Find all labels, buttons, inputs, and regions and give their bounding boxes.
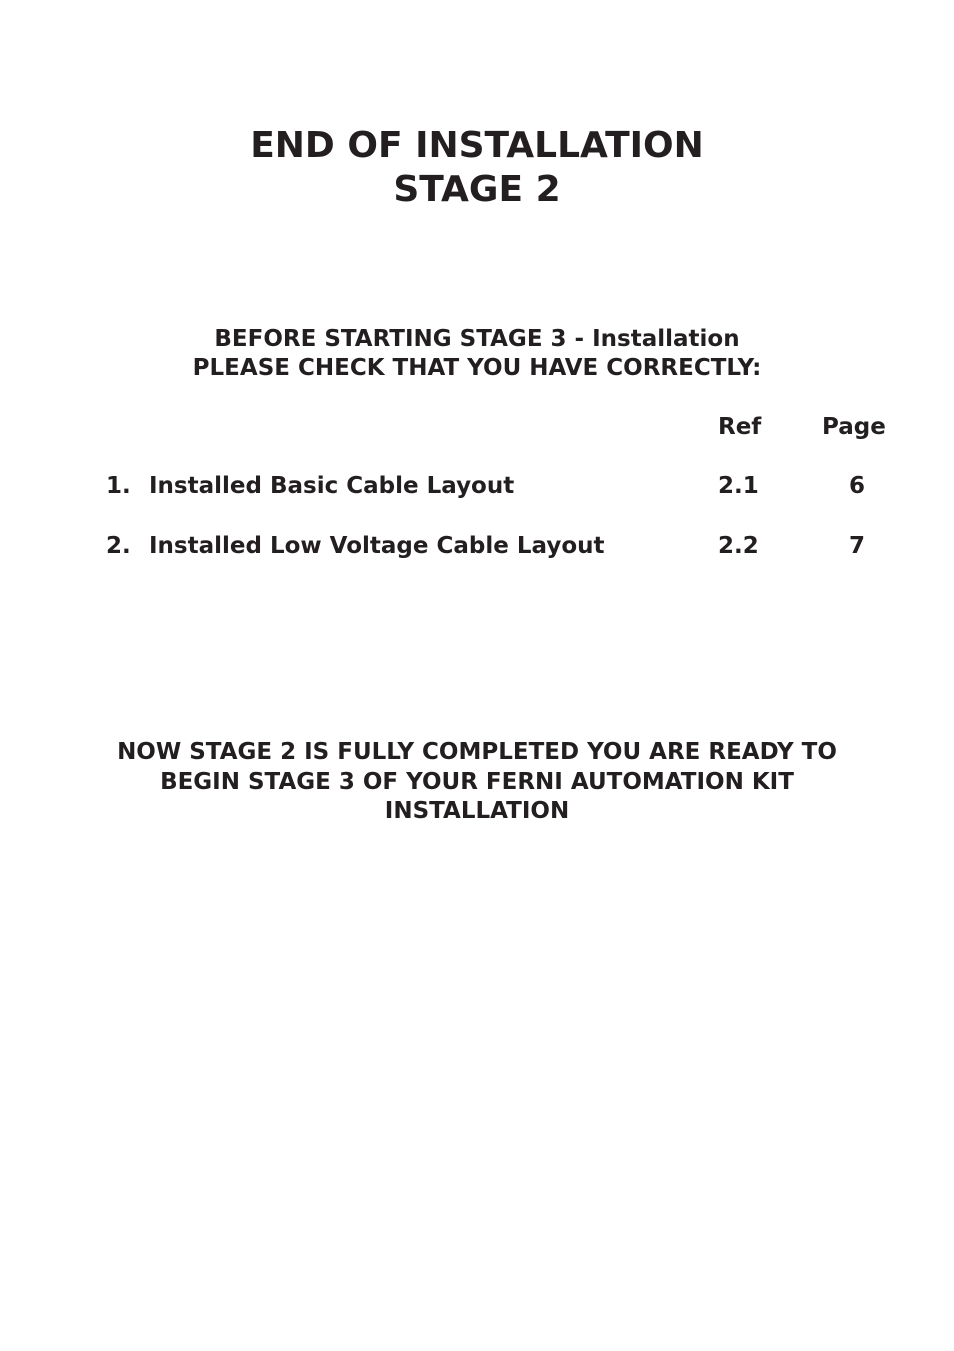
checklist-heading-line-2: PLEASE CHECK THAT YOU HAVE CORRECTLY:: [192, 355, 762, 381]
ready-message-line-3: INSTALLATION: [384, 798, 570, 824]
ready-message: [0, 738, 954, 827]
page-title-line-1: END OF INSTALLATION: [250, 125, 704, 166]
checklist-item: [0, 531, 954, 561]
page-title-line-2: STAGE 2: [393, 169, 561, 210]
checklist-item-ref: 2.1: [718, 473, 759, 499]
column-header-page: Page: [822, 414, 886, 440]
checklist-item-text: Installed Low Voltage Cable Layout: [149, 533, 605, 559]
checklist-item-page: 7: [848, 533, 865, 559]
checklist-item-number: 2.: [106, 533, 131, 559]
ready-message-line-2: BEGIN STAGE 3 OF YOUR FERNI AUTOMATION KIT: [160, 768, 794, 795]
checklist-item-page: 6: [848, 473, 865, 499]
page-title: [0, 124, 954, 212]
checklist-item-text: Installed Basic Cable Layout: [149, 473, 515, 499]
checklist-item-ref: 2.2: [718, 533, 759, 559]
ready-message-line-1: NOW STAGE 2 IS FULLY COMPLETED YOU ARE READY TO: [117, 739, 837, 765]
checklist-heading: [0, 325, 954, 383]
checklist-heading-line-1: BEFORE STARTING STAGE 3 - Installation: [214, 326, 740, 352]
column-header-ref: Ref: [718, 414, 762, 440]
checklist-item: [0, 471, 954, 501]
checklist-item-number: 1.: [106, 473, 131, 499]
